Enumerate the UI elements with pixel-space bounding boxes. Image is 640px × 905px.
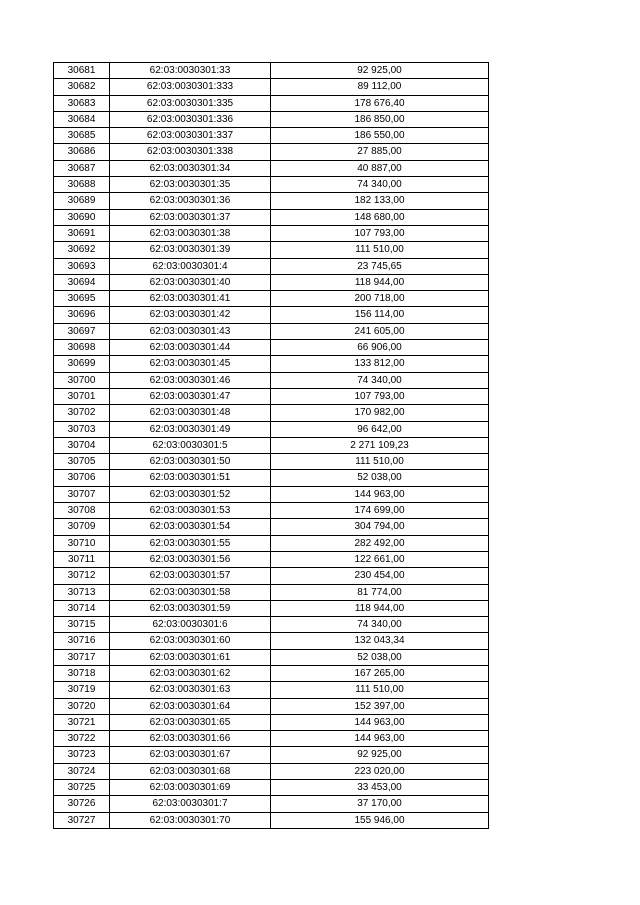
row-number-cell: 30723 xyxy=(54,747,110,763)
cadastral-number-cell: 62:03:0030301:59 xyxy=(110,600,271,616)
row-number-cell: 30711 xyxy=(54,551,110,567)
row-number-cell: 30705 xyxy=(54,454,110,470)
row-number-cell: 30706 xyxy=(54,470,110,486)
value-cell: 89 112,00 xyxy=(271,79,489,95)
table-body xyxy=(54,63,489,829)
cadastral-number-cell: 62:03:0030301:47 xyxy=(110,388,271,404)
table-row xyxy=(54,649,489,665)
cadastral-number-cell: 62:03:0030301:53 xyxy=(110,503,271,519)
table-row xyxy=(54,454,489,470)
row-number-cell: 30691 xyxy=(54,225,110,241)
cadastral-value-table xyxy=(53,62,489,829)
value-cell: 111 510,00 xyxy=(271,242,489,258)
table-row xyxy=(54,437,489,453)
table-row xyxy=(54,698,489,714)
value-cell: 304 794,00 xyxy=(271,519,489,535)
cadastral-number-cell: 62:03:0030301:55 xyxy=(110,535,271,551)
row-number-cell: 30722 xyxy=(54,731,110,747)
cadastral-number-cell: 62:03:0030301:35 xyxy=(110,177,271,193)
cadastral-number-cell: 62:03:0030301:66 xyxy=(110,731,271,747)
row-number-cell: 30688 xyxy=(54,177,110,193)
value-cell: 118 944,00 xyxy=(271,600,489,616)
row-number-cell: 30690 xyxy=(54,209,110,225)
value-cell: 282 492,00 xyxy=(271,535,489,551)
table-row xyxy=(54,535,489,551)
row-number-cell: 30701 xyxy=(54,388,110,404)
table-row xyxy=(54,584,489,600)
table-row xyxy=(54,258,489,274)
cadastral-number-cell: 62:03:0030301:57 xyxy=(110,568,271,584)
table-row xyxy=(54,503,489,519)
cadastral-number-cell: 62:03:0030301:61 xyxy=(110,649,271,665)
cadastral-number-cell: 62:03:0030301:6 xyxy=(110,617,271,633)
row-number-cell: 30720 xyxy=(54,698,110,714)
table-row xyxy=(54,242,489,258)
cadastral-number-cell: 62:03:0030301:39 xyxy=(110,242,271,258)
cadastral-number-cell: 62:03:0030301:64 xyxy=(110,698,271,714)
value-cell: 107 793,00 xyxy=(271,225,489,241)
value-cell: 2 271 109,23 xyxy=(271,437,489,453)
row-number-cell: 30721 xyxy=(54,714,110,730)
table-row xyxy=(54,714,489,730)
table-row xyxy=(54,421,489,437)
value-cell: 74 340,00 xyxy=(271,177,489,193)
cadastral-number-cell: 62:03:0030301:37 xyxy=(110,209,271,225)
cadastral-number-cell: 62:03:0030301:335 xyxy=(110,95,271,111)
row-number-cell: 30714 xyxy=(54,600,110,616)
row-number-cell: 30710 xyxy=(54,535,110,551)
row-number-cell: 30703 xyxy=(54,421,110,437)
value-cell: 148 680,00 xyxy=(271,209,489,225)
value-cell: 52 038,00 xyxy=(271,470,489,486)
row-number-cell: 30699 xyxy=(54,356,110,372)
row-number-cell: 30727 xyxy=(54,812,110,828)
table-row xyxy=(54,63,489,79)
cadastral-number-cell: 62:03:0030301:42 xyxy=(110,307,271,323)
table-row xyxy=(54,763,489,779)
value-cell: 37 170,00 xyxy=(271,796,489,812)
table-row xyxy=(54,551,489,567)
value-cell: 144 963,00 xyxy=(271,731,489,747)
table-row xyxy=(54,177,489,193)
cadastral-number-cell: 62:03:0030301:60 xyxy=(110,633,271,649)
table-row xyxy=(54,519,489,535)
cadastral-number-cell: 62:03:0030301:336 xyxy=(110,111,271,127)
value-cell: 81 774,00 xyxy=(271,584,489,600)
row-number-cell: 30696 xyxy=(54,307,110,323)
value-cell: 174 699,00 xyxy=(271,503,489,519)
value-cell: 186 850,00 xyxy=(271,111,489,127)
row-number-cell: 30682 xyxy=(54,79,110,95)
cadastral-number-cell: 62:03:0030301:63 xyxy=(110,682,271,698)
table-row xyxy=(54,95,489,111)
value-cell: 111 510,00 xyxy=(271,682,489,698)
value-cell: 122 661,00 xyxy=(271,551,489,567)
cadastral-number-cell: 62:03:0030301:337 xyxy=(110,128,271,144)
value-cell: 107 793,00 xyxy=(271,388,489,404)
table-row xyxy=(54,486,489,502)
row-number-cell: 30695 xyxy=(54,291,110,307)
row-number-cell: 30718 xyxy=(54,665,110,681)
cadastral-number-cell: 62:03:0030301:52 xyxy=(110,486,271,502)
value-cell: 92 925,00 xyxy=(271,747,489,763)
cadastral-number-cell: 62:03:0030301:54 xyxy=(110,519,271,535)
value-cell: 92 925,00 xyxy=(271,63,489,79)
cadastral-number-cell: 62:03:0030301:43 xyxy=(110,323,271,339)
value-cell: 223 020,00 xyxy=(271,763,489,779)
value-cell: 186 550,00 xyxy=(271,128,489,144)
row-number-cell: 30681 xyxy=(54,63,110,79)
table-row xyxy=(54,372,489,388)
table-row xyxy=(54,225,489,241)
value-cell: 133 812,00 xyxy=(271,356,489,372)
value-cell: 132 043,34 xyxy=(271,633,489,649)
table-row xyxy=(54,274,489,290)
table-row xyxy=(54,160,489,176)
value-cell: 118 944,00 xyxy=(271,274,489,290)
cadastral-number-cell: 62:03:0030301:49 xyxy=(110,421,271,437)
table-row xyxy=(54,307,489,323)
table-row xyxy=(54,79,489,95)
row-number-cell: 30709 xyxy=(54,519,110,535)
table-row xyxy=(54,796,489,812)
row-number-cell: 30715 xyxy=(54,617,110,633)
table-row xyxy=(54,388,489,404)
value-cell: 40 887,00 xyxy=(271,160,489,176)
cadastral-number-cell: 62:03:0030301:65 xyxy=(110,714,271,730)
cadastral-number-cell: 62:03:0030301:41 xyxy=(110,291,271,307)
row-number-cell: 30708 xyxy=(54,503,110,519)
cadastral-number-cell: 62:03:0030301:338 xyxy=(110,144,271,160)
value-cell: 152 397,00 xyxy=(271,698,489,714)
cadastral-number-cell: 62:03:0030301:56 xyxy=(110,551,271,567)
cadastral-number-cell: 62:03:0030301:45 xyxy=(110,356,271,372)
value-cell: 66 906,00 xyxy=(271,340,489,356)
row-number-cell: 30687 xyxy=(54,160,110,176)
table-row xyxy=(54,812,489,828)
value-cell: 33 453,00 xyxy=(271,780,489,796)
table-row xyxy=(54,193,489,209)
row-number-cell: 30685 xyxy=(54,128,110,144)
row-number-cell: 30704 xyxy=(54,437,110,453)
cadastral-number-cell: 62:03:0030301:48 xyxy=(110,405,271,421)
cadastral-number-cell: 62:03:0030301:69 xyxy=(110,780,271,796)
value-cell: 27 885,00 xyxy=(271,144,489,160)
value-cell: 170 982,00 xyxy=(271,405,489,421)
value-cell: 144 963,00 xyxy=(271,714,489,730)
table-row xyxy=(54,323,489,339)
value-cell: 74 340,00 xyxy=(271,617,489,633)
value-cell: 241 605,00 xyxy=(271,323,489,339)
row-number-cell: 30693 xyxy=(54,258,110,274)
value-cell: 23 745,65 xyxy=(271,258,489,274)
value-cell: 182 133,00 xyxy=(271,193,489,209)
table-row xyxy=(54,600,489,616)
cadastral-number-cell: 62:03:0030301:333 xyxy=(110,79,271,95)
table-row xyxy=(54,633,489,649)
cadastral-number-cell: 62:03:0030301:67 xyxy=(110,747,271,763)
row-number-cell: 30702 xyxy=(54,405,110,421)
table-row xyxy=(54,340,489,356)
value-cell: 178 676,40 xyxy=(271,95,489,111)
cadastral-number-cell: 62:03:0030301:62 xyxy=(110,665,271,681)
cadastral-number-cell: 62:03:0030301:7 xyxy=(110,796,271,812)
cadastral-number-cell: 62:03:0030301:46 xyxy=(110,372,271,388)
row-number-cell: 30686 xyxy=(54,144,110,160)
table-row xyxy=(54,617,489,633)
value-cell: 52 038,00 xyxy=(271,649,489,665)
cadastral-number-cell: 62:03:0030301:40 xyxy=(110,274,271,290)
table-row xyxy=(54,209,489,225)
cadastral-number-cell: 62:03:0030301:50 xyxy=(110,454,271,470)
cadastral-number-cell: 62:03:0030301:4 xyxy=(110,258,271,274)
value-cell: 96 642,00 xyxy=(271,421,489,437)
row-number-cell: 30700 xyxy=(54,372,110,388)
value-cell: 200 718,00 xyxy=(271,291,489,307)
value-cell: 111 510,00 xyxy=(271,454,489,470)
cadastral-number-cell: 62:03:0030301:68 xyxy=(110,763,271,779)
row-number-cell: 30683 xyxy=(54,95,110,111)
value-cell: 155 946,00 xyxy=(271,812,489,828)
table-row xyxy=(54,356,489,372)
row-number-cell: 30684 xyxy=(54,111,110,127)
row-number-cell: 30689 xyxy=(54,193,110,209)
row-number-cell: 30717 xyxy=(54,649,110,665)
value-cell: 230 454,00 xyxy=(271,568,489,584)
cadastral-number-cell: 62:03:0030301:5 xyxy=(110,437,271,453)
cadastral-number-cell: 62:03:0030301:44 xyxy=(110,340,271,356)
value-cell: 74 340,00 xyxy=(271,372,489,388)
row-number-cell: 30726 xyxy=(54,796,110,812)
table-row xyxy=(54,111,489,127)
table-row xyxy=(54,144,489,160)
value-cell: 156 114,00 xyxy=(271,307,489,323)
row-number-cell: 30694 xyxy=(54,274,110,290)
table-row xyxy=(54,291,489,307)
row-number-cell: 30716 xyxy=(54,633,110,649)
cadastral-number-cell: 62:03:0030301:34 xyxy=(110,160,271,176)
row-number-cell: 30725 xyxy=(54,780,110,796)
value-cell: 144 963,00 xyxy=(271,486,489,502)
row-number-cell: 30692 xyxy=(54,242,110,258)
cadastral-number-cell: 62:03:0030301:33 xyxy=(110,63,271,79)
table-row xyxy=(54,470,489,486)
table-row xyxy=(54,128,489,144)
cadastral-number-cell: 62:03:0030301:70 xyxy=(110,812,271,828)
table-row xyxy=(54,405,489,421)
cadastral-number-cell: 62:03:0030301:51 xyxy=(110,470,271,486)
table-row xyxy=(54,682,489,698)
row-number-cell: 30724 xyxy=(54,763,110,779)
cadastral-number-cell: 62:03:0030301:38 xyxy=(110,225,271,241)
table-row xyxy=(54,568,489,584)
cadastral-number-cell: 62:03:0030301:36 xyxy=(110,193,271,209)
row-number-cell: 30698 xyxy=(54,340,110,356)
row-number-cell: 30712 xyxy=(54,568,110,584)
row-number-cell: 30719 xyxy=(54,682,110,698)
row-number-cell: 30707 xyxy=(54,486,110,502)
row-number-cell: 30713 xyxy=(54,584,110,600)
table-row xyxy=(54,747,489,763)
table-row xyxy=(54,731,489,747)
table-row xyxy=(54,780,489,796)
value-cell: 167 265,00 xyxy=(271,665,489,681)
cadastral-number-cell: 62:03:0030301:58 xyxy=(110,584,271,600)
row-number-cell: 30697 xyxy=(54,323,110,339)
table-row xyxy=(54,665,489,681)
